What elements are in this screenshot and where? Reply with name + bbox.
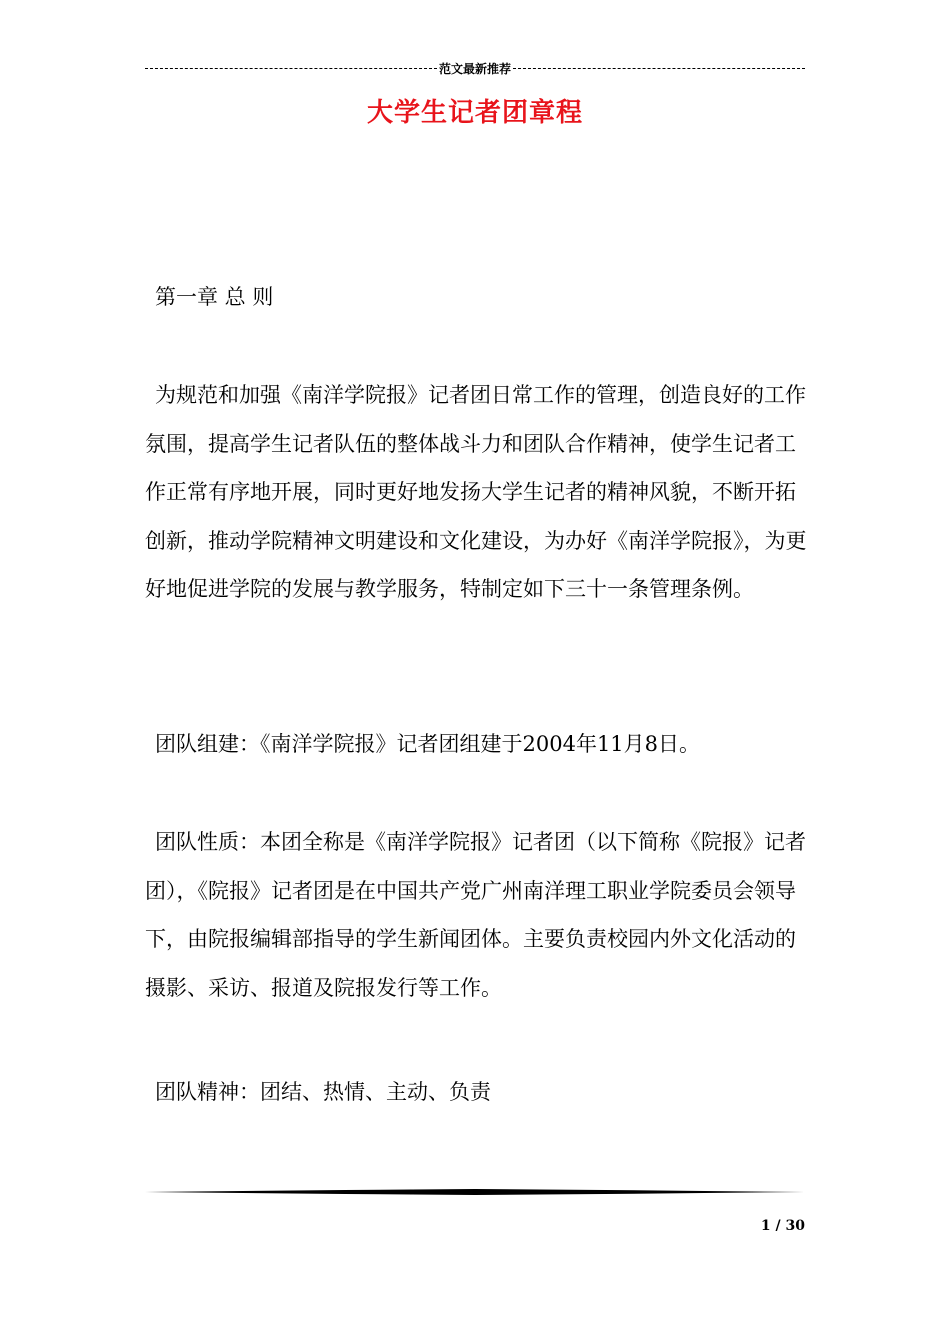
header-label: 范文最新推荐	[439, 61, 512, 76]
paragraph-team-spirit: 团队精神：团结、热情、主动、负责	[155, 1080, 491, 1104]
footer-rule	[145, 1188, 805, 1196]
header-dashed-rule-left	[145, 68, 437, 69]
paragraph-team-founding: 团队组建：《南洋学院报》记者团组建于2004年11月8日。	[155, 732, 701, 756]
paragraph-team-nature: 团队性质：本团全称是《南洋学院报》记者团（以下简称《院报》记者团），《院报》记者团是在中国共产党广州南洋理工职业学院委员会领导下，由院报编辑部指导的学生新闻团体。主要负责校园内外文化活动的摄影、采访、报道及院报发行等工作。	[145, 830, 806, 1000]
document-title: 大学生记者团章程	[366, 98, 583, 128]
page-number: 1 / 30	[760, 1218, 805, 1234]
chapter-heading: 第一章 总 则	[155, 285, 274, 309]
page-header	[145, 58, 805, 78]
header-dashed-rule-right	[513, 68, 805, 69]
paragraph-purpose: 为规范和加强《南洋学院报》记者团日常工作的管理，创造良好的工作氛围，提高学生记者队伍的整体战斗力和团队合作精神，使学生记者工作正常有序地开展，同时更好地发扬大学生记者的精神风貌，不断开拓创新，推动学院精神文明建设和文化建设，为办好《南洋学院报》，为更好地促进学院的发展与教学服务，特制定如下三十一条管理条例。	[145, 383, 807, 601]
